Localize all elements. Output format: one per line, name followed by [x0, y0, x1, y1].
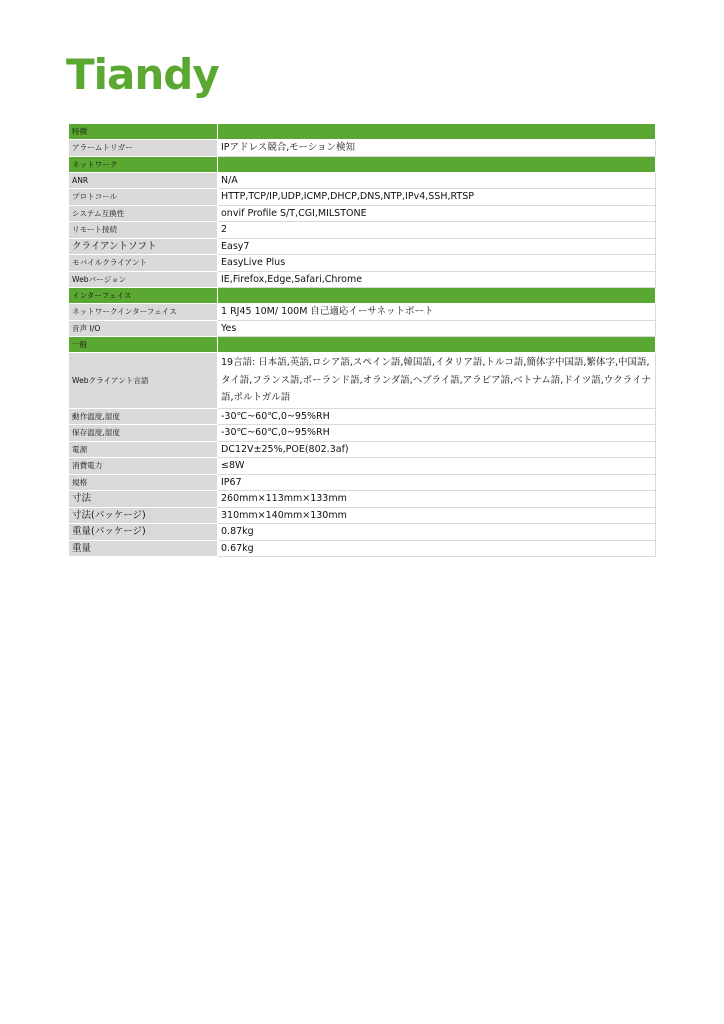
spec-label: 重量 [69, 540, 218, 557]
spec-row [69, 408, 656, 425]
spec-label: Webバージョン [69, 271, 218, 288]
section-title: 特徴 [69, 124, 218, 140]
spec-label: ANR [69, 172, 218, 189]
spec-row [69, 458, 656, 475]
spec-label: Webクライアント言語 [69, 353, 218, 409]
section-header-row [69, 156, 656, 172]
section-fill [218, 124, 656, 140]
spec-value: 0.87kg [218, 524, 656, 541]
spec-label: モバイルクライアント [69, 255, 218, 272]
spec-value: -30℃~60℃,0~95%RH [218, 425, 656, 442]
spec-label: システム互換性 [69, 205, 218, 222]
spec-value: Yes [218, 320, 656, 337]
spec-row [69, 441, 656, 458]
spec-label: クライアントソフト [69, 238, 218, 255]
spec-row [69, 222, 656, 239]
section-header-row [69, 337, 656, 353]
section-header-row [69, 288, 656, 304]
spec-value: 260mm×113mm×133mm [218, 491, 656, 508]
spec-value: 310mm×140mm×130mm [218, 507, 656, 524]
spec-label: 音声 I/O [69, 320, 218, 337]
spec-value: DC12V±25%,POE(802.3af) [218, 441, 656, 458]
spec-value: 2 [218, 222, 656, 239]
section-fill [218, 156, 656, 172]
spec-row [69, 524, 656, 541]
spec-row [69, 205, 656, 222]
spec-label: 規格 [69, 474, 218, 491]
spec-row [69, 507, 656, 524]
spec-row [69, 271, 656, 288]
spec-label: 重量(パッケージ) [69, 524, 218, 541]
brand-logo: Tiandy [66, 50, 219, 99]
spec-label: 保存温度,湿度 [69, 425, 218, 442]
spec-label: ネットワークインターフェイス [69, 304, 218, 321]
spec-value: 1 RJ45 10M/ 100M 自己適応イーサネットポート [218, 304, 656, 321]
spec-row [69, 172, 656, 189]
spec-value: -30℃~60℃,0~95%RH [218, 408, 656, 425]
spec-label: 動作温度,湿度 [69, 408, 218, 425]
spec-row [69, 540, 656, 557]
spec-row [69, 353, 656, 409]
spec-value: ≤8W [218, 458, 656, 475]
spec-label: アラームトリガー [69, 140, 218, 157]
spec-value: N/A [218, 172, 656, 189]
spec-value: IPアドレス競合,モーション検知 [218, 140, 656, 157]
spec-row [69, 491, 656, 508]
spec-value: EasyLive Plus [218, 255, 656, 272]
spec-value: Easy7 [218, 238, 656, 255]
spec-row [69, 189, 656, 206]
section-fill [218, 288, 656, 304]
spec-table-body [69, 124, 656, 557]
spec-row [69, 304, 656, 321]
spec-label: 寸法(パッケージ) [69, 507, 218, 524]
spec-value: onvif Profile S/T,CGI,MILSTONE [218, 205, 656, 222]
spec-value: 0.67kg [218, 540, 656, 557]
spec-label: リモート接続 [69, 222, 218, 239]
spec-value: IP67 [218, 474, 656, 491]
spec-value: HTTP,TCP/IP,UDP,ICMP,DHCP,DNS,NTP,IPv4,SSH,RTSP [218, 189, 656, 206]
spec-label: 寸法 [69, 491, 218, 508]
section-title: ネットワーク [69, 156, 218, 172]
spec-label: プロトコール [69, 189, 218, 206]
spec-row [69, 320, 656, 337]
spec-row [69, 425, 656, 442]
section-fill [218, 337, 656, 353]
spec-value: 19言語: 日本語,英語,ロシア語,スペイン語,韓国語,イタリア語,トルコ語,簡体字中国語,繁体字,中国語,タイ語,フランス語,ポーランド語,オランダ語,ヘブライ語,アラビア語,ベトナム語,ドイツ語,ウクライナ語,ポルトガル語 [218, 353, 656, 409]
section-title: インターフェイス [69, 288, 218, 304]
spec-row [69, 238, 656, 255]
section-title: 一般 [69, 337, 218, 353]
spec-label: 電源 [69, 441, 218, 458]
spec-row [69, 474, 656, 491]
spec-row [69, 140, 656, 157]
section-header-row [69, 124, 656, 140]
spec-table [68, 123, 656, 557]
spec-value: IE,Firefox,Edge,Safari,Chrome [218, 271, 656, 288]
spec-label: 消費電力 [69, 458, 218, 475]
spec-row [69, 255, 656, 272]
